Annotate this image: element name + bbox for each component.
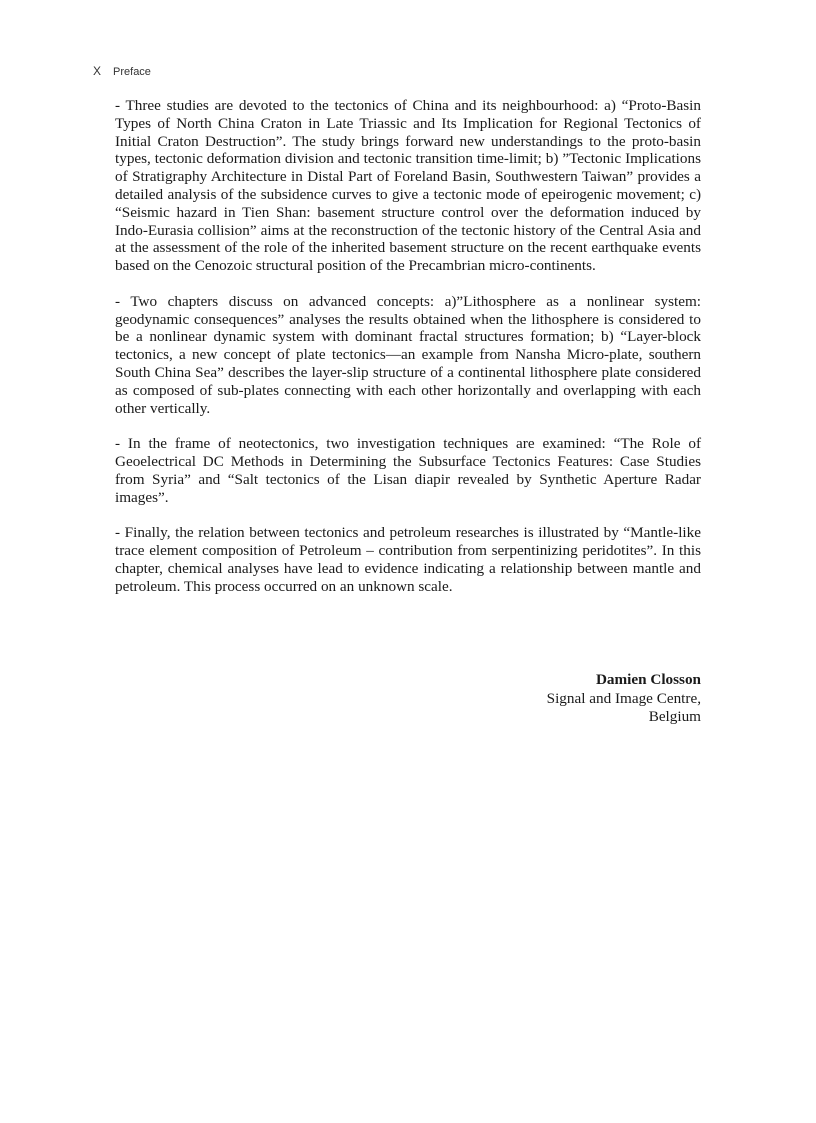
section-title: Preface bbox=[113, 66, 151, 78]
author-name: Damien Closson bbox=[595, 671, 701, 688]
page-number: X bbox=[93, 64, 102, 78]
signature-block bbox=[547, 671, 701, 727]
running-head bbox=[93, 64, 151, 78]
paragraph-china-tectonics: - Three studies are devoted to the tectonics of China and its neighbourhood: a) “Proto-Basin Types of North China Craton in Late Triassic and Its Implication for Regional Tectonics of Initial Craton Destruction”. The study brings forward new understandings to the proto-basin types, tectonic deformation division and tectonic transition time-limit; b) ”Tectonic Implications of Stratigraphy Architecture in Distal Part of Foreland Basin, Southwestern Taiwan” provides a detailed analysis of the subsidence curves to give a tectonic mode of epeirogenic movement; c) “Seismic hazard in Tien Shan: basement structure control over the deformation induced by Indo-Eurasia collision” aims at the reconstruction of the tectonic history of the Central Asia and at the assessment of the role of the inherited basement structure on the recent earthquake events based on the Cenozoic structural position of the Precambrian micro-continents. bbox=[115, 97, 701, 275]
paragraph-advanced-concepts: - Two chapters discuss on advanced concepts: a)”Lithosphere as a nonlinear system: geodynamic consequences” analyses the results obtained when the lithosphere is considered to be a nonlinear dynamic system with dominant fractal structures formation; b) “Layer-block tectonics, a new concept of plate tectonics—an example from Nansha Micro-plate, southern South China Sea” describes the layer-slip structure of a continental lithosphere plate considered as composed of sub-plates connecting with each other horizontally and overlapping with each other vertically. bbox=[115, 292, 701, 417]
paragraph-petroleum: - Finally, the relation between tectonics and petroleum researches is illustrated by “Mantle-like trace element composition of Petroleum – contribution from serpentinizing peridotites”. In this chapter, chemical analyses have lead to evidence indicating a relationship between mantle and petroleum. This process occurred on an unknown scale. bbox=[115, 524, 701, 595]
preface-body bbox=[115, 97, 701, 613]
author-country: Belgium bbox=[648, 708, 701, 725]
author-affiliation: Signal and Image Centre, bbox=[546, 689, 701, 707]
paragraph-neotectonics: - In the frame of neotectonics, two investigation techniques are examined: “The Role of Geoelectrical DC Methods in Determining the Subsurface Tectonics Features: Case Studies from Syria” and “Salt tectonics of the Lisan diapir revealed by Synthetic Aperture Radar images”. bbox=[115, 435, 701, 506]
